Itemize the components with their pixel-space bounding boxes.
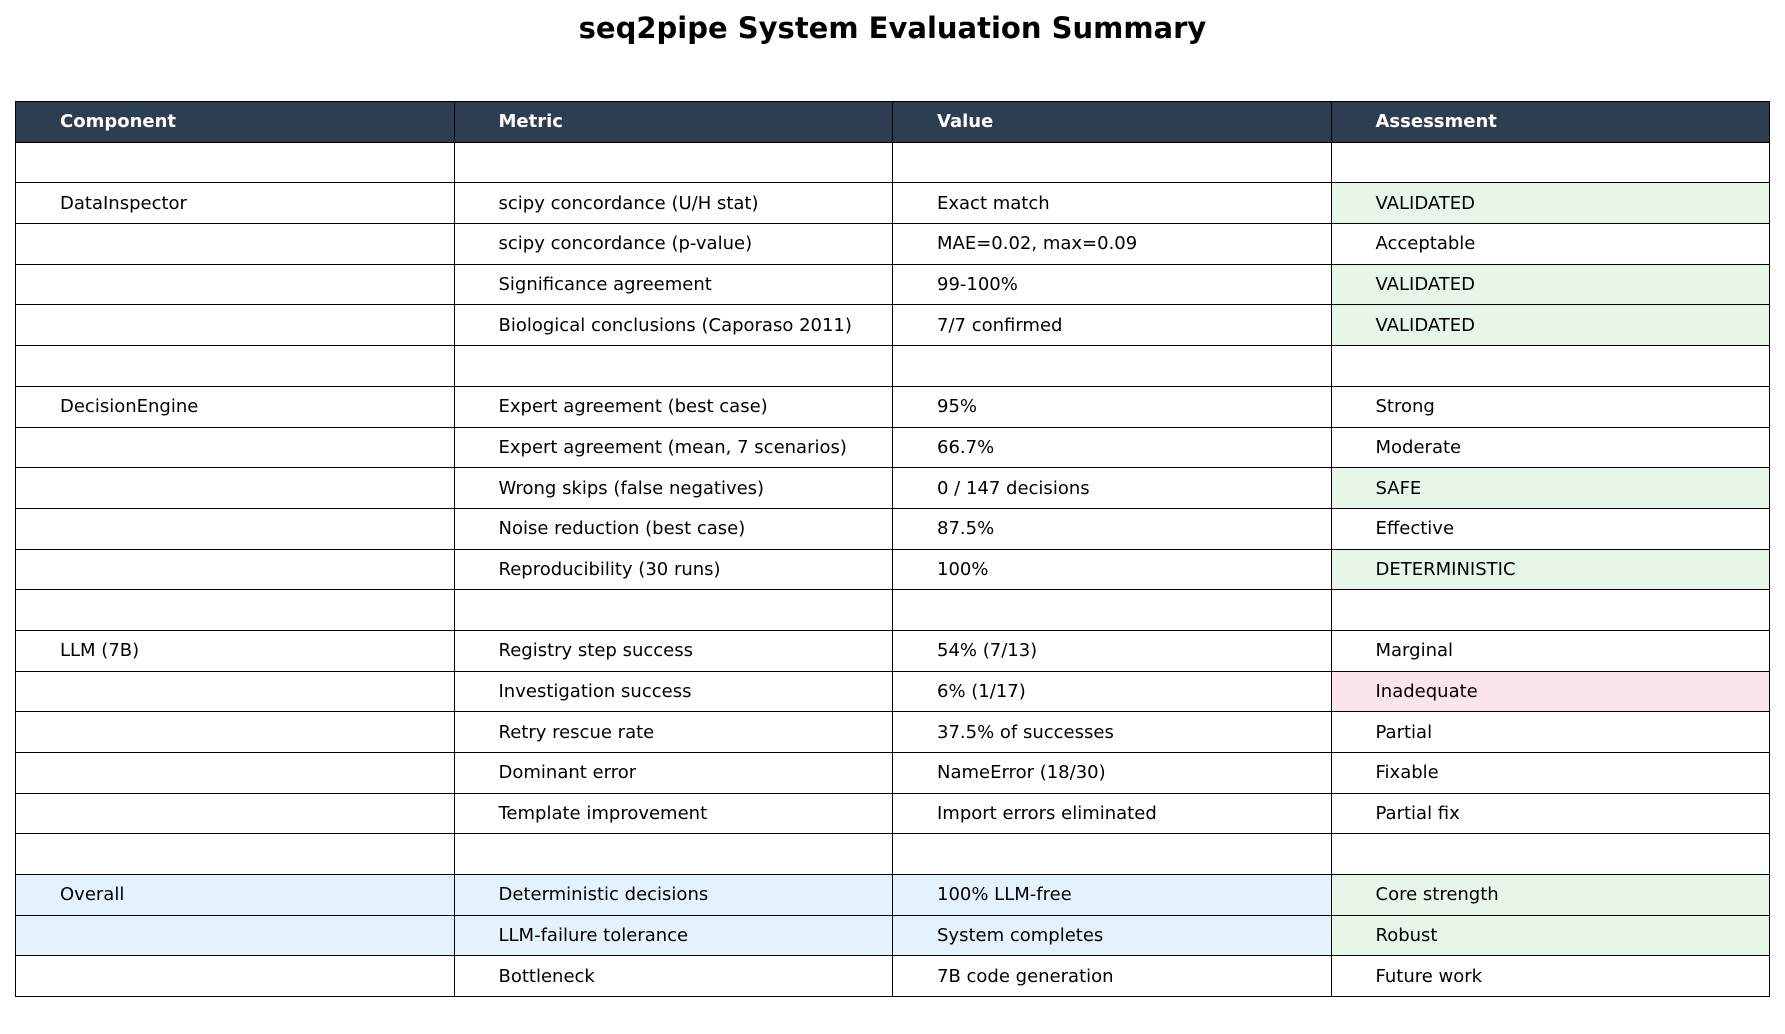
column-header-assessment: Assessment [1331, 102, 1770, 143]
cell-value: 87.5% [893, 508, 1332, 549]
cell-metric: Dominant error [454, 753, 893, 794]
cell-value: 100% LLM-free [893, 875, 1332, 916]
cell-metric: scipy concordance (p-value) [454, 224, 893, 265]
cell-component [16, 468, 455, 509]
table-body [16, 142, 1770, 996]
cell-component [16, 346, 455, 387]
cell-metric: Expert agreement (best case) [454, 386, 893, 427]
cell-value: Import errors eliminated [893, 793, 1332, 834]
cell-value: Exact match [893, 183, 1332, 224]
table-row [16, 671, 1770, 712]
cell-component: DataInspector [16, 183, 455, 224]
cell-component [16, 712, 455, 753]
cell-assessment: Inadequate [1331, 671, 1770, 712]
table-row [16, 386, 1770, 427]
cell-value: 95% [893, 386, 1332, 427]
cell-metric: Deterministic decisions [454, 875, 893, 916]
cell-component [16, 224, 455, 265]
cell-component [16, 956, 455, 997]
column-header-value: Value [893, 102, 1332, 143]
cell-value: 7B code generation [893, 956, 1332, 997]
table-row [16, 427, 1770, 468]
table-row [16, 630, 1770, 671]
cell-value: System completes [893, 915, 1332, 956]
cell-metric [454, 590, 893, 631]
cell-metric: Template improvement [454, 793, 893, 834]
cell-assessment [1331, 346, 1770, 387]
cell-component [16, 590, 455, 631]
cell-value: MAE=0.02, max=0.09 [893, 224, 1332, 265]
cell-metric: Retry rescue rate [454, 712, 893, 753]
cell-metric: Bottleneck [454, 956, 893, 997]
chart-title: seq2pipe System Evaluation Summary [578, 11, 1207, 45]
cell-assessment [1331, 142, 1770, 183]
cell-component [16, 671, 455, 712]
cell-component [16, 264, 455, 305]
cell-value: 6% (1/17) [893, 671, 1332, 712]
cell-metric: Biological conclusions (Caporaso 2011) [454, 305, 893, 346]
cell-component: LLM (7B) [16, 630, 455, 671]
cell-assessment: Future work [1331, 956, 1770, 997]
cell-metric [454, 142, 893, 183]
cell-component: DecisionEngine [16, 386, 455, 427]
table-row [16, 753, 1770, 794]
cell-metric: scipy concordance (U/H stat) [454, 183, 893, 224]
table-row [16, 712, 1770, 753]
cell-value: 0 / 147 decisions [893, 468, 1332, 509]
cell-value: 100% [893, 549, 1332, 590]
table-row [16, 264, 1770, 305]
cell-value [893, 142, 1332, 183]
cell-metric: Wrong skips (false negatives) [454, 468, 893, 509]
cell-metric: Investigation success [454, 671, 893, 712]
table-row [16, 875, 1770, 916]
cell-assessment: Robust [1331, 915, 1770, 956]
cell-value: 66.7% [893, 427, 1332, 468]
table-row [16, 142, 1770, 183]
table-row [16, 305, 1770, 346]
cell-assessment: Strong [1331, 386, 1770, 427]
cell-assessment: DETERMINISTIC [1331, 549, 1770, 590]
cell-value: 54% (7/13) [893, 630, 1332, 671]
cell-value: 7/7 confirmed [893, 305, 1332, 346]
table-row [16, 468, 1770, 509]
cell-metric: LLM-failure tolerance [454, 915, 893, 956]
cell-component [16, 427, 455, 468]
cell-assessment: VALIDATED [1331, 264, 1770, 305]
cell-value: 99-100% [893, 264, 1332, 305]
cell-value [893, 346, 1332, 387]
table-row [16, 224, 1770, 265]
cell-assessment: Partial [1331, 712, 1770, 753]
cell-component [16, 305, 455, 346]
cell-component: Overall [16, 875, 455, 916]
evaluation-table [15, 101, 1770, 997]
cell-component [16, 834, 455, 875]
cell-assessment [1331, 834, 1770, 875]
column-header-metric: Metric [454, 102, 893, 143]
table-row [16, 956, 1770, 997]
cell-component [16, 793, 455, 834]
cell-metric: Significance agreement [454, 264, 893, 305]
table-row [16, 590, 1770, 631]
cell-value [893, 590, 1332, 631]
cell-assessment: Partial fix [1331, 793, 1770, 834]
cell-assessment: Acceptable [1331, 224, 1770, 265]
table-row [16, 508, 1770, 549]
cell-component [16, 915, 455, 956]
cell-metric [454, 834, 893, 875]
cell-assessment: Effective [1331, 508, 1770, 549]
cell-metric: Noise reduction (best case) [454, 508, 893, 549]
header-row [16, 102, 1770, 143]
cell-assessment: VALIDATED [1331, 183, 1770, 224]
cell-component [16, 142, 455, 183]
cell-assessment: Fixable [1331, 753, 1770, 794]
table-row [16, 346, 1770, 387]
cell-metric: Expert agreement (mean, 7 scenarios) [454, 427, 893, 468]
cell-component [16, 508, 455, 549]
table-row [16, 549, 1770, 590]
cell-component [16, 549, 455, 590]
cell-assessment: Moderate [1331, 427, 1770, 468]
cell-assessment: SAFE [1331, 468, 1770, 509]
cell-metric: Registry step success [454, 630, 893, 671]
cell-metric: Reproducibility (30 runs) [454, 549, 893, 590]
cell-value: NameError (18/30) [893, 753, 1332, 794]
cell-assessment: Core strength [1331, 875, 1770, 916]
table-row [16, 915, 1770, 956]
cell-metric [454, 346, 893, 387]
cell-value [893, 834, 1332, 875]
cell-component [16, 753, 455, 794]
table-row [16, 793, 1770, 834]
column-header-component: Component [16, 102, 455, 143]
cell-assessment: VALIDATED [1331, 305, 1770, 346]
table-row [16, 834, 1770, 875]
cell-assessment: Marginal [1331, 630, 1770, 671]
table-row [16, 183, 1770, 224]
cell-value: 37.5% of successes [893, 712, 1332, 753]
cell-assessment [1331, 590, 1770, 631]
